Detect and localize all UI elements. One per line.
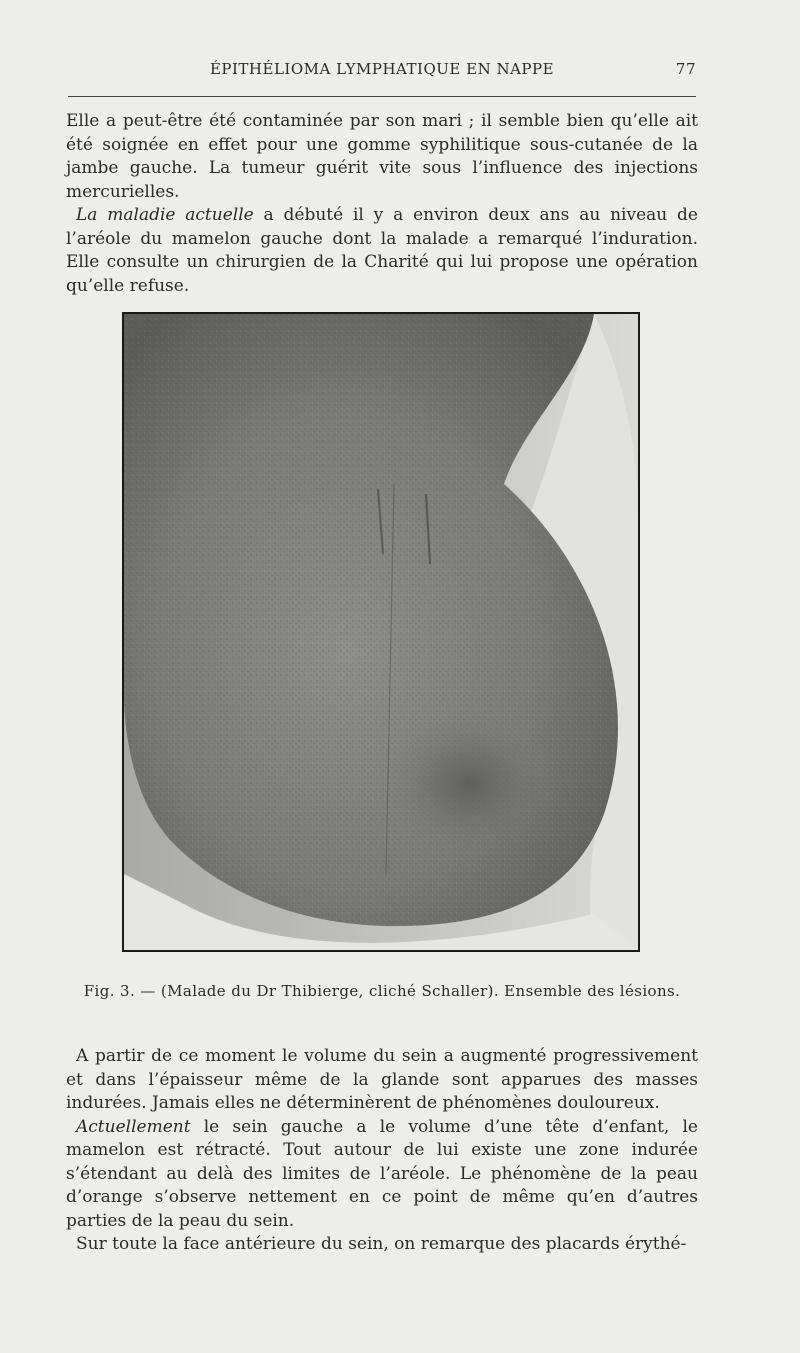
bottom-text-block — [66, 1045, 698, 1257]
paragraph-text: Sur toute la face antérieure du sein, on remarque des placards érythé- — [76, 1234, 687, 1254]
paragraph-text: le sein gauche a le volume d’une tête d’enfant, le mamelon est rétracté. Tout autour de lui existe une zone indurée s’étendant au delà des limites de l’aréole. Le phénomène de la peau d’orange s’observe nettement en ce point de même qu’en d’autres parties de la peau du sein. — [66, 1116, 698, 1231]
figure-caption: Fig. 3. — (Malade du Dr Thibierge, cliché Schaller). Ensemble des lésions. — [83, 982, 681, 1000]
italic-lead: La maladie actuelle — [76, 205, 254, 225]
areola-zone — [374, 704, 564, 864]
paragraph-text: Elle a peut-être été contaminée par son mari ; il semble bien qu’elle ait été soignée en effet pour une gomme syphilitique sous-cutanée de la jambe gauche. La tumeur guérit vite sous l’influence des injections mercurielles. — [66, 111, 698, 202]
figure-photograph — [122, 312, 640, 952]
skin-texture — [124, 314, 618, 926]
paragraph-erythema — [66, 1233, 698, 1257]
paragraph-present-state — [66, 1116, 698, 1234]
paragraph-current-disease — [66, 204, 698, 298]
paragraph-text: a débuté il y a environ deux ans au niveau de l’aréole du mamelon gauche dont la malade a remarqué l’induration. Elle consulte un chirurgien de la Charité qui lui propose une opération qu’elle refuse. — [66, 205, 698, 296]
paragraph-history — [66, 110, 698, 204]
top-text-block — [66, 110, 698, 298]
italic-lead: Actuellement — [76, 1116, 191, 1137]
page-number: 77 — [675, 60, 696, 78]
paragraph-progression — [66, 1045, 698, 1116]
running-head — [66, 60, 698, 84]
paragraph-text: A partir de ce moment le volume du sein a augmenté progressivement et dans l’épaisseur même de la glande sont apparues des masses indurées. Jamais elles ne déterminèrent de phénomènes douloureux. — [66, 1046, 698, 1113]
header-rule — [68, 96, 696, 97]
clinical-photograph — [124, 314, 638, 950]
running-title: ÉPITHÉLIOMA LYMPHATIQUE EN NAPPE — [209, 60, 555, 78]
